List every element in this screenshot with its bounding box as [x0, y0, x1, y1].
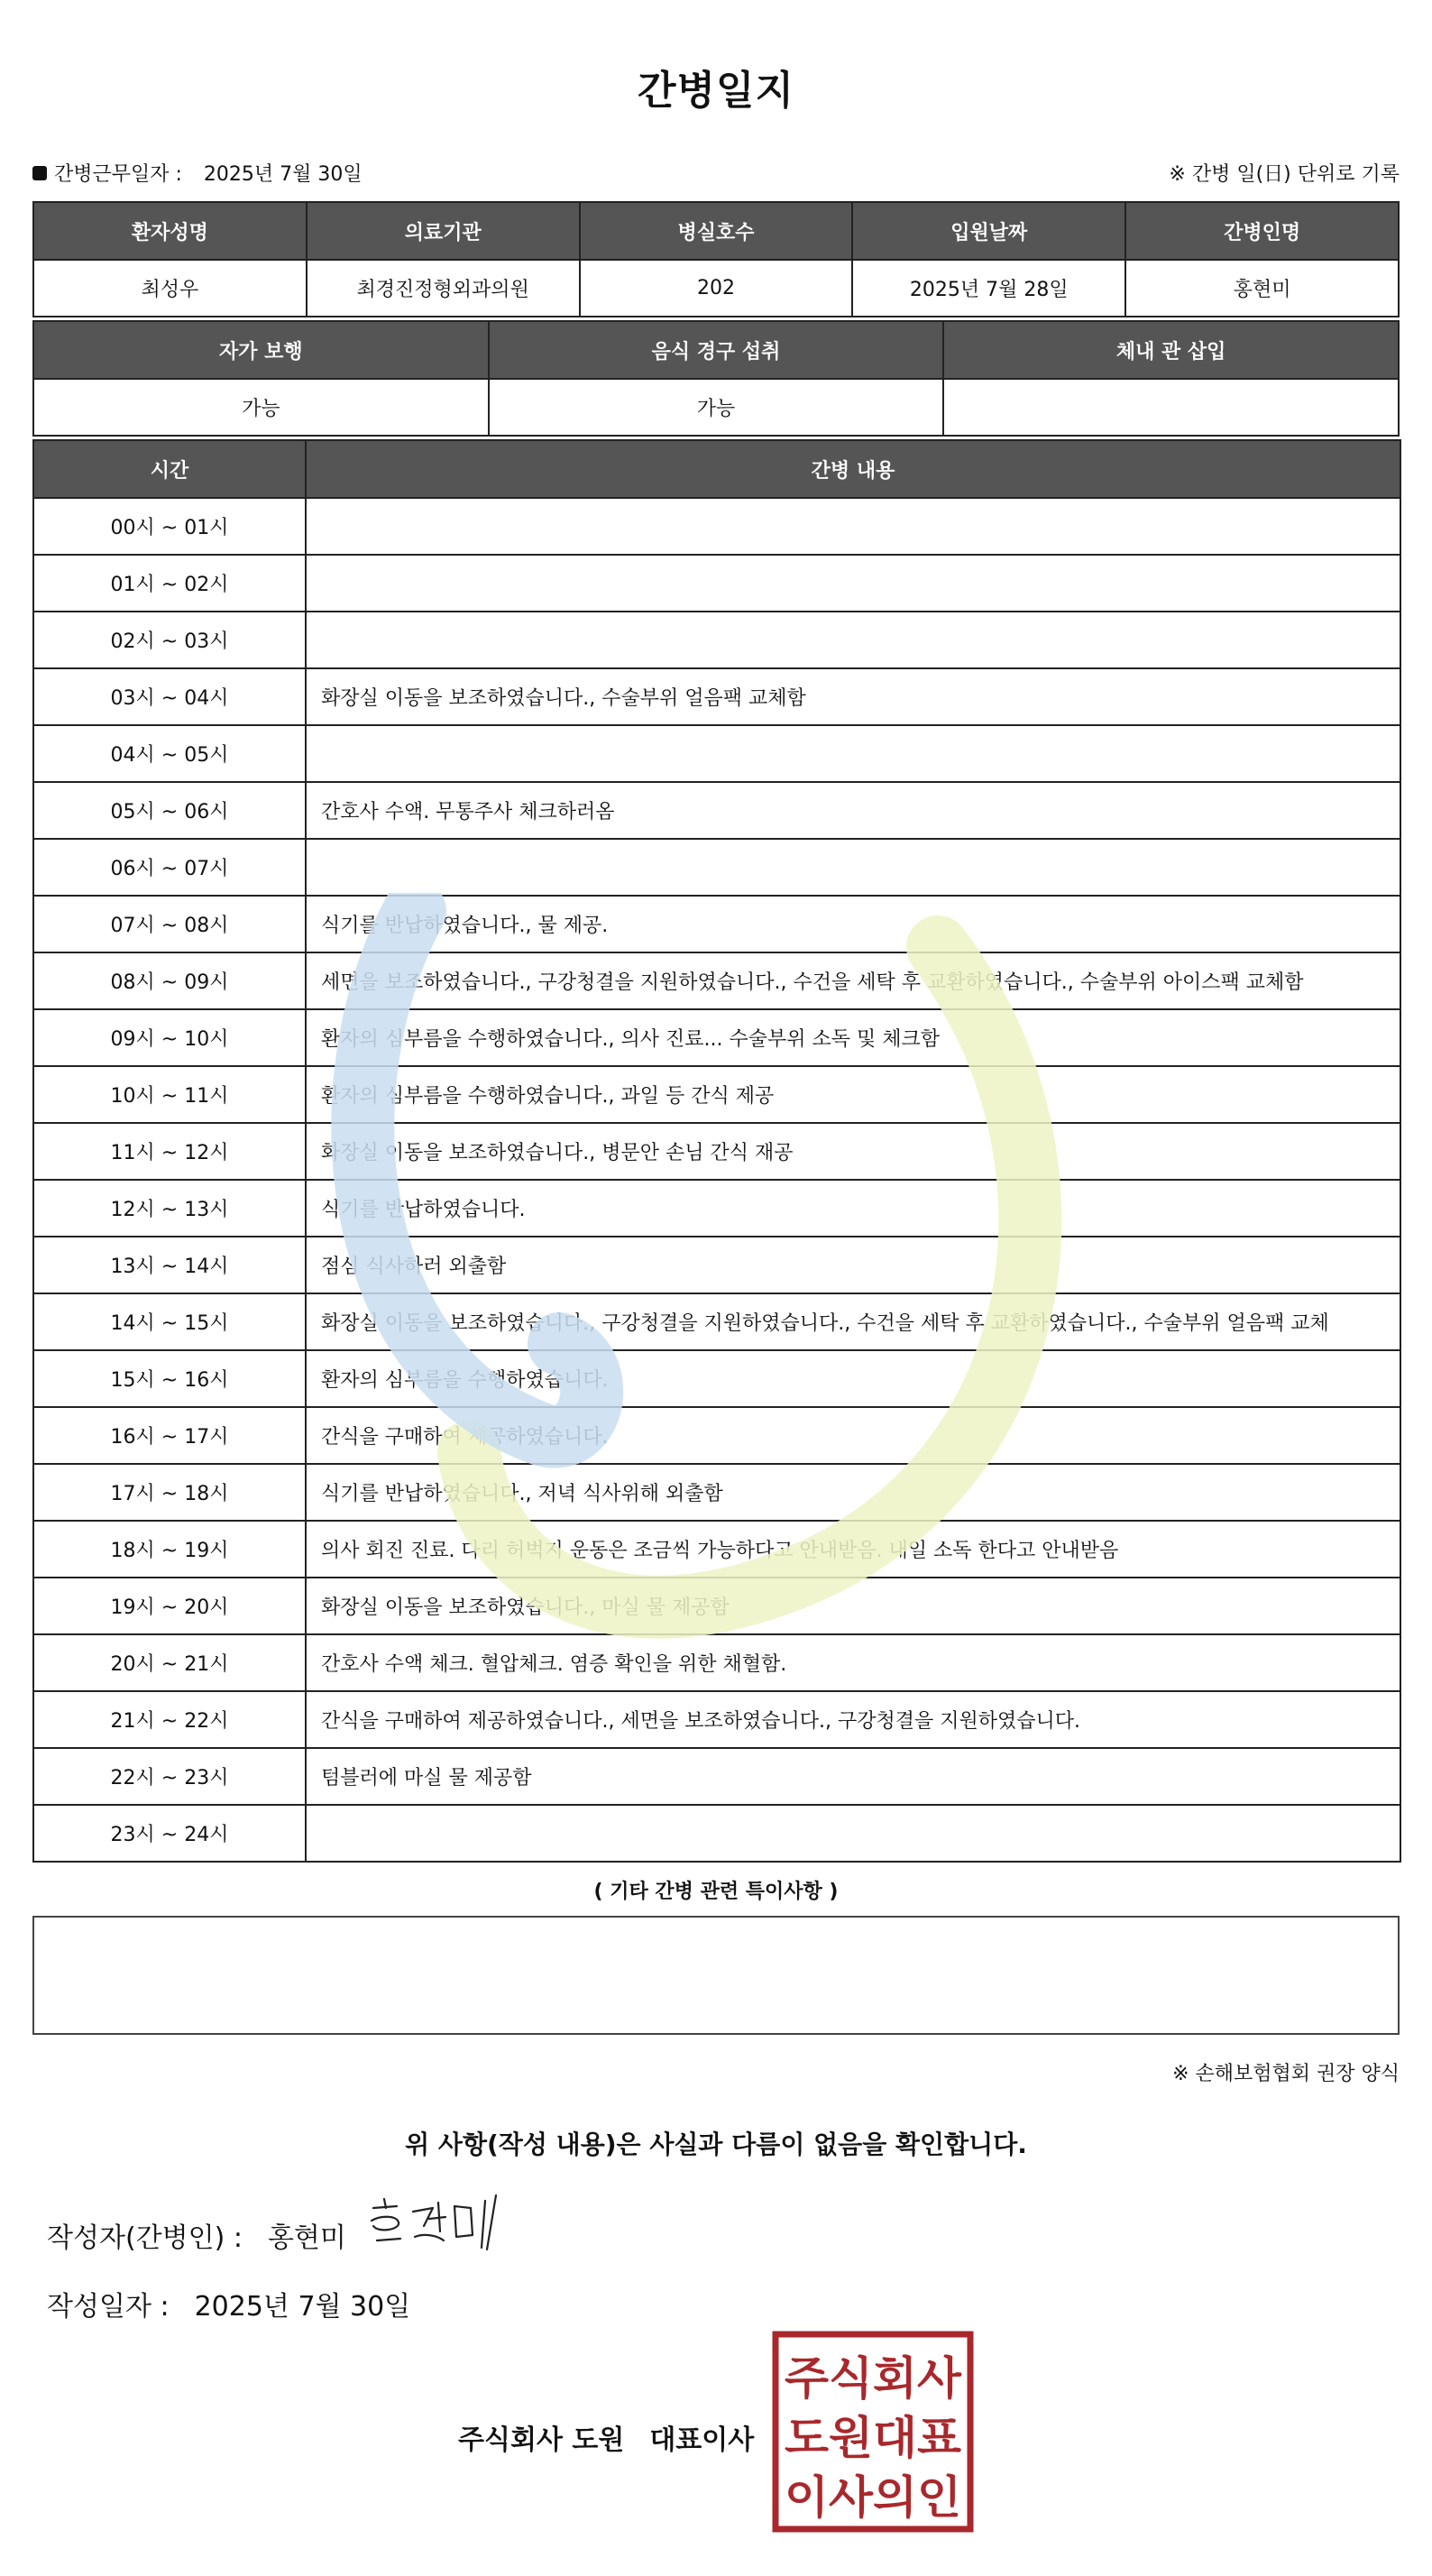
seal-lettering-row: 이사의인: [785, 2471, 961, 2524]
care-content-cell: 화장실 이동을 보조하였습니다., 수술부위 얼음팩 교체함: [306, 668, 1400, 725]
oral-intake-cell: 가능: [489, 379, 944, 436]
time-cell: 05시 ~ 06시: [33, 782, 306, 839]
handwritten-signature: [361, 2190, 523, 2262]
company-line: [458, 2417, 754, 2457]
care-content-cell: 식기를 반납하였습니다., 저녁 식사위해 외출함: [306, 1464, 1400, 1521]
care-content-cell: 간호사 수액 체크. 혈압체크. 염증 확인을 위한 채혈함.: [306, 1634, 1400, 1691]
time-cell: 10시 ~ 11시: [33, 1066, 306, 1123]
status-value-row: [33, 379, 1399, 436]
table-row: [33, 1578, 1400, 1634]
time-cell: 22시 ~ 23시: [33, 1748, 306, 1805]
care-content-cell: 식기를 반납하였습니다., 물 제공.: [306, 896, 1400, 952]
work-date-line: [32, 159, 363, 187]
hourly-care-log-table: [32, 439, 1401, 1863]
log-header-row: [33, 440, 1400, 498]
written-date-label: 작성일자 :: [47, 2291, 170, 2323]
table-row: [33, 1805, 1400, 1862]
table-row: [33, 668, 1400, 725]
table-row: [33, 498, 1400, 555]
time-cell: 01시 ~ 02시: [33, 555, 306, 612]
time-cell: 04시 ~ 05시: [33, 725, 306, 782]
caregiver-name-cell: 홍현미: [1125, 260, 1399, 317]
table-row: [33, 1748, 1400, 1805]
company-representative-title: 대표이사: [649, 2424, 755, 2456]
header-caregiver-name: 간병인명: [1125, 202, 1399, 260]
patient-header-row: [33, 202, 1399, 260]
care-content-cell: 간호사 수액. 무통주사 체크하러옴: [306, 782, 1400, 839]
care-content-cell: 식기를 반납하였습니다.: [306, 1180, 1400, 1237]
document-title: 간병일지: [637, 68, 794, 114]
table-row: [33, 839, 1400, 896]
room-number-cell: 202: [580, 260, 853, 317]
header-self-walking: 자가 보행: [33, 321, 489, 379]
care-content-cell: 세면을 보조하였습니다., 구강청결을 지원하였습니다., 수건을 세탁 후 교환하였습니다., 수술부위 아이스팩 교체함: [306, 952, 1400, 1009]
company-name: 주식회사 도원: [458, 2424, 625, 2456]
table-row: [33, 1691, 1400, 1748]
time-cell: 02시 ~ 03시: [33, 612, 306, 668]
time-cell: 13시 ~ 14시: [33, 1237, 306, 1293]
time-cell: 15시 ~ 16시: [33, 1350, 306, 1407]
table-row: [33, 896, 1400, 952]
writer-line: [47, 2215, 346, 2255]
care-content-cell: 화장실 이동을 보조하였습니다., 병문안 손님 간식 재공: [306, 1123, 1400, 1180]
table-row: [33, 612, 1400, 668]
time-cell: 21시 ~ 22시: [33, 1691, 306, 1748]
care-content-cell: 환자의 심부름을 수행하였습니다.: [306, 1350, 1400, 1407]
table-row: [33, 1293, 1400, 1350]
table-row: [33, 952, 1400, 1009]
header-oral-intake: 음식 경구 섭취: [489, 321, 944, 379]
table-row: [33, 1521, 1400, 1578]
medical-institution-cell: 최경진정형외과의원: [307, 260, 580, 317]
header-room-number: 병실호수: [580, 202, 853, 260]
time-cell: 19시 ~ 20시: [33, 1578, 306, 1634]
table-row: [33, 1350, 1400, 1407]
time-cell: 14시 ~ 15시: [33, 1293, 306, 1350]
header-time: 시간: [33, 440, 306, 498]
table-row: [33, 1123, 1400, 1180]
log-body: [33, 498, 1400, 1862]
care-content-cell: 점심 식사하러 외출함: [306, 1237, 1400, 1293]
header-patient-name: 환자성명: [33, 202, 307, 260]
writer-label: 작성자(간병인) :: [47, 2222, 243, 2254]
time-cell: 08시 ~ 09시: [33, 952, 306, 1009]
care-content-cell: 텀블러에 마실 물 제공함: [306, 1748, 1400, 1805]
table-row: [33, 725, 1400, 782]
table-row: [33, 1464, 1400, 1521]
insurance-note: ※ 손해보험협회 권장 양식: [1172, 2063, 1400, 2085]
self-walking-cell: 가능: [33, 379, 489, 436]
written-date-value: 2025년 7월 30일: [194, 2291, 411, 2323]
company-seal-stamp: [772, 2331, 974, 2533]
table-row: [33, 1180, 1400, 1237]
time-cell: 11시 ~ 12시: [33, 1123, 306, 1180]
header-medical-institution: 의료기관: [307, 202, 580, 260]
status-header-row: [33, 321, 1399, 379]
patient-value-row: [33, 260, 1399, 317]
care-content-cell: [306, 555, 1400, 612]
care-content-cell: 환자의 심부름을 수행하였습니다., 의사 진료... 수술부위 소독 및 체크함: [306, 1009, 1400, 1066]
bullet-square-icon: [32, 166, 47, 180]
header-tube-insertion: 체내 관 삽입: [943, 321, 1399, 379]
time-cell: 00시 ~ 01시: [33, 498, 306, 555]
seal-lettering-row: 도원대표: [785, 2412, 962, 2464]
patient-name-cell: 최성우: [33, 260, 307, 317]
care-content-cell: 화장실 이동을 보조하였습니다., 마실 물 제공함: [306, 1578, 1400, 1634]
confirmation-statement: 위 사항(작성 내용)은 사실과 다름이 없음을 확인합니다.: [405, 2130, 1027, 2159]
table-row: [33, 1407, 1400, 1464]
header-care-content: 간병 내용: [306, 440, 1400, 498]
care-content-cell: 간식을 구매하여 제공하였습니다., 세면을 보조하였습니다., 구강청결을 지원하였습니다.: [306, 1691, 1400, 1748]
table-row: [33, 1237, 1400, 1293]
time-cell: 09시 ~ 10시: [33, 1009, 306, 1066]
table-row: [33, 555, 1400, 612]
time-cell: 16시 ~ 17시: [33, 1407, 306, 1464]
time-cell: 20시 ~ 21시: [33, 1634, 306, 1691]
care-content-cell: [306, 725, 1400, 782]
patient-status-table: [32, 320, 1400, 437]
notes-title: ( 기타 간병 관련 특이사항 ): [593, 1881, 839, 1903]
time-cell: 18시 ~ 19시: [33, 1521, 306, 1578]
table-row: [33, 1634, 1400, 1691]
care-content-cell: [306, 498, 1400, 555]
work-date-label: 간병근무일자 :: [54, 163, 182, 186]
care-content-cell: 간식을 구매하여 제공하였습니다.: [306, 1407, 1400, 1464]
time-cell: 06시 ~ 07시: [33, 839, 306, 896]
writer-name: 홍현미: [267, 2222, 346, 2254]
unit-note: ※ 간병 일(日) 단위로 기록: [1169, 163, 1400, 186]
header-admission-date: 입원날짜: [852, 202, 1125, 260]
care-content-cell: [306, 1805, 1400, 1862]
table-row: [33, 782, 1400, 839]
time-cell: 17시 ~ 18시: [33, 1464, 306, 1521]
work-date-value: 2025년 7월 30일: [203, 163, 363, 186]
written-date-line: [47, 2284, 410, 2323]
time-cell: 12시 ~ 13시: [33, 1180, 306, 1237]
seal-lettering-row: 주식회사: [785, 2352, 962, 2405]
patient-info-table: [32, 201, 1400, 317]
time-cell: 23시 ~ 24시: [33, 1805, 306, 1862]
care-content-cell: 의사 회진 진료. 다리 허벅지 운동은 조금씩 가능하다고 안내받음. 내일 소독 한다고 안내받음: [306, 1521, 1400, 1578]
time-cell: 03시 ~ 04시: [33, 668, 306, 725]
care-content-cell: 화장실 이동을 보조하였습니다., 구강청결을 지원하였습니다., 수건을 세탁 후 교환하였습니다., 수술부위 얼음팩 교체: [306, 1293, 1400, 1350]
tube-insertion-cell: [943, 379, 1399, 436]
care-content-cell: 환자의 심부름을 수행하였습니다., 과일 등 간식 제공: [306, 1066, 1400, 1123]
care-content-cell: [306, 839, 1400, 896]
time-cell: 07시 ~ 08시: [33, 896, 306, 952]
table-row: [33, 1009, 1400, 1066]
care-content-cell: [306, 612, 1400, 668]
table-row: [33, 1066, 1400, 1123]
admission-date-cell: 2025년 7월 28일: [852, 260, 1125, 317]
special-notes-box: [32, 1916, 1400, 2035]
